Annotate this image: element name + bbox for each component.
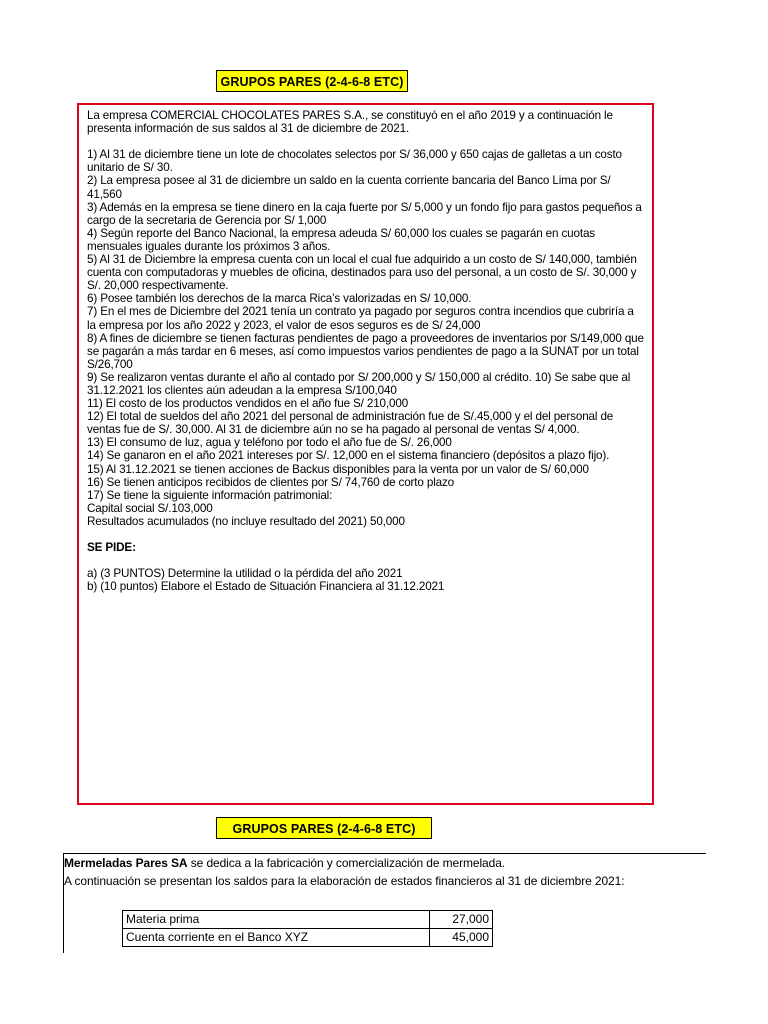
problem-item: Resultados acumulados (no incluye resultado del 2021) 50,000 [87,514,405,528]
problem-item: 16) Se tienen anticipos recibidos de clientes por S/ 74,760 de corto plazo [87,475,455,489]
problem-item: 6) Posee también los derechos de la marca Rica’s valorizadas en S/ 10,000. [87,292,472,306]
balances-table [122,910,493,947]
group-header-top: GRUPOS PARES (2-4-6-8 ETC) [216,70,408,92]
problem-item: 17) Se tiene la siguiente información patrimonial: [87,488,333,502]
table-cell-concept: Materia prima [123,911,430,929]
table-cell-concept: Cuenta corriente en el Banco XYZ [123,929,430,947]
problem-item: 14) Se ganaron en el año 2021 intereses por S/. 12,000 en el sistema financiero (depósitos a plazo fijo). [87,449,610,463]
problem-item: 1) Al 31 de diciembre tiene un lote de chocolates selectos por S/ 36,000 y 650 cajas de galletas a un costo unitario de S/ 30. [87,148,622,175]
problem-item: 11) El costo de los productos vendidos en el año fue S/ 210,000 [87,397,409,411]
problem-item: 9) Se realizaron ventas durante el año al contado por S/ 200,000 y S/ 150,000 al crédito. 10) Se sabe que al 31.12.2021 los clientes aún adeudan a la empresa S/100,040 [87,370,631,397]
problem-item: 8) A fines de diciembre se tienen facturas pendientes de pago a proveedores de inventarios por S/149,000 que se pagarán a más tardar en 6 meses, así como impuestos varios pendientes de pago a la SUNAT por un total S/26,700 [87,331,644,371]
problem-item: 12) El total de sueldos del año 2021 del personal de administración fue de S/.45,000 y el del personal de ventas fue de S/. 30,000. Al 31 de diciembre aún no se ha pagado al personal de ventas S/ 4,000. [87,410,614,437]
problem-item: 15) Al 31.12.2021 se tienen acciones de Backus disponibles para la venta por un valor de S/ 60,000 [87,462,589,476]
task-item: b) (10 puntos) Elabore el Estado de Situación Financiera al 31.12.2021 [87,580,445,594]
group-header-bottom: GRUPOS PARES (2-4-6-8 ETC) [216,817,432,839]
table-row [123,929,493,947]
case2-company-name: Mermeladas Pares SA [64,856,188,870]
se-pide-label: SE PIDE: [87,541,136,555]
problem-intro: La empresa COMERCIAL CHOCOLATES PARES S.A., se constituyó en el año 2019 y a continuación le presenta información de sus saldos al 31 de diciembre de 2021. [87,109,613,136]
problem-item: 2) La empresa posee al 31 de diciembre un saldo en la cuenta corriente bancaria del Banco Lima por S/ 41,560 [87,174,611,201]
problem-item: 13) El consumo de luz, agua y teléfono por todo el año fue de S/. 26,000 [87,436,452,450]
case2-line-1 [64,854,706,872]
problem-item: 3) Además en la empresa se tiene dinero en la caja fuerte por S/ 5,000 y un fondo fijo para gastos pequeños a cargo de la secretaria de Gerencia por S/ 1,000 [87,200,642,227]
case2-line1-rest: se dedica a la fabricación y comercialización de mermelada. [187,856,506,870]
table-row [123,911,493,929]
problem-statement-box [77,103,654,805]
problem-item: 5) Al 31 de Diciembre la empresa cuenta con un local el cual fue adquirido a un costo de S/ 140,000, también cuenta con computadoras y muebles de oficina, destinados para uso del personal, a un costo de S/. 30,000 y S/. 20,000 respectivamente. [87,253,637,293]
table-cell-amount: 45,000 [430,929,493,947]
problem-item: Capital social S/.103,000 [87,501,213,515]
case2-line-2: A continuación se presentan los saldos para la elaboración de estados financieros al 31 de diciembre 2021: [64,874,625,888]
table-cell-amount: 27,000 [430,911,493,929]
problem-item: 4) Según reporte del Banco Nacional, la empresa adeuda S/ 60,000 los cuales se pagarán en cuotas mensuales iguales durante los próximos 3 años. [87,226,595,253]
task-item: a) (3 PUNTOS) Determine la utilidad o la pérdida del año 2021 [87,567,403,581]
problem-item: 7) En el mes de Diciembre del 2021 tenía un contrato ya pagado por seguros contra incendios que cubriría a la empresa por los año 2022 y 2023, el valor de esos seguros es de S/ 24,000 [87,305,634,332]
problem-text [87,109,644,593]
